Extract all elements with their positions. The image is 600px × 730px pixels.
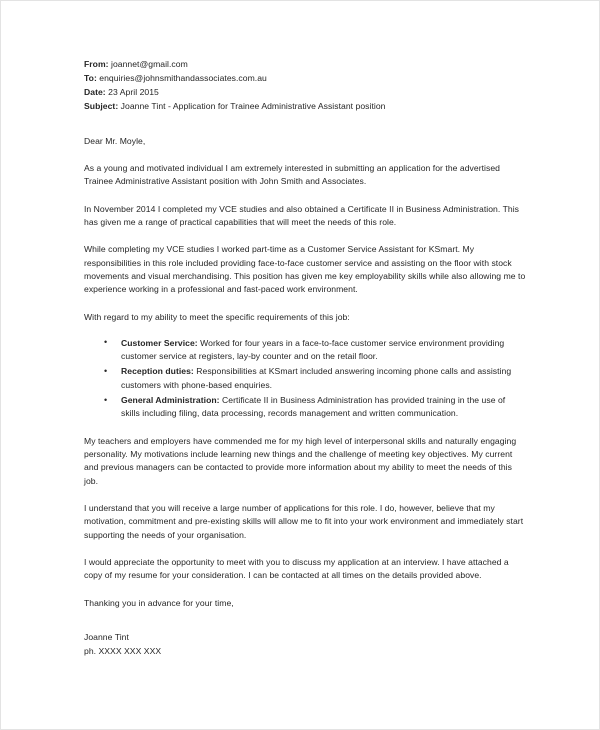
header-field-from — [84, 58, 526, 72]
paragraph-intro: As a young and motivated individual I am extremely interested in submitting an application for the advertised Trainee Administrative Assistant position with John Smith and Associates. — [84, 163, 500, 187]
paragraph-thanks: Thanking you in advance for your time, — [84, 597, 234, 608]
header-label-subject: Subject: — [84, 100, 119, 111]
bullet-icon: • — [104, 394, 108, 405]
requirement-text-general-administration: Certificate II in Business Administration has provided training in the use of skills including filing, data processing, records management and written communication. — [121, 395, 506, 419]
bullet-icon: • — [104, 365, 108, 376]
letter-body — [84, 58, 526, 659]
email-header — [84, 58, 526, 114]
requirement-lead-reception-duties: Reception duties: — [121, 366, 194, 377]
header-value-date: 23 April 2015 — [105, 86, 159, 97]
requirement-text-reception-duties: Responsibilities at KSmart included answering incoming phone calls and assisting customers with phone-based enquiries. — [121, 366, 512, 390]
header-field-subject — [84, 100, 526, 114]
signature-name: Joanne Tint — [84, 631, 129, 642]
list-item — [104, 365, 526, 392]
signature-spacer — [84, 624, 526, 631]
list-item — [104, 394, 526, 421]
header-value-to: enquiries@johnsmithandassociates.com.au — [96, 72, 267, 83]
paragraph-motivation: I understand that you will receive a large number of applications for this role. I do, however, believe that my motivation, commitment and pre-existing skills will allow me to fit into your work environment and immediately start supporting the needs of your organisation. — [84, 502, 524, 540]
paragraph-interview-request: I would appreciate the opportunity to meet with you to discuss my application at an interview. I have attached a copy of my resume for your consideration. I can be contacted at all times on the details provided above. — [84, 556, 509, 581]
signature-block — [84, 631, 526, 659]
bullet-icon: • — [104, 337, 108, 348]
requirement-lead-general-administration: General Administration: — [121, 395, 220, 406]
paragraph-requirements-intro: With regard to my ability to meet the specific requirements of this job: — [84, 311, 350, 322]
header-field-to — [84, 72, 526, 86]
requirement-text-customer-service: Worked for four years in a face-to-face customer service environment providing customer service at registers, lay-by counter and on the retail floor. — [121, 337, 505, 362]
header-label-from: From: — [84, 59, 109, 69]
header-label-to: To: — [84, 72, 97, 83]
list-item — [104, 337, 526, 364]
header-value-from: joannet@gmail.com — [108, 59, 188, 69]
salutation: Dear Mr. Moyle, — [84, 135, 146, 146]
header-field-date — [84, 86, 526, 100]
requirement-lead-customer-service: Customer Service: — [121, 337, 198, 348]
paragraph-experience: While completing my VCE studies I worked part-time as a Customer Service Assistant for KSmart. My responsibilities in this role included providing face-to-face customer service and assisting on the floor with stock movements and visual merchandising. This position has given me key employability skills while also allowing me to experience working in a professional and fast-paced work environment. — [84, 244, 526, 295]
requirements-list — [84, 337, 526, 421]
paragraph-personal-qualities: My teachers and employers have commended me for my high level of interpersonal skills and naturally engaging personality. My motivations include learning new things and the challenge of meeting key objectives. My current and previous managers can be contacted to provide more information about my ability to meet the needs of this job. — [84, 435, 517, 486]
signature-phone: ph. XXXX XXX XXX — [84, 645, 162, 656]
paragraph-education: In November 2014 I completed my VCE studies and also obtained a Certificate II in Business Administration. This has given me a range of practical capabilities that will meet the needs of this role. — [84, 203, 519, 227]
header-label-date: Date: — [84, 86, 106, 97]
header-value-subject: Joanne Tint - Application for Trainee Administrative Assistant position — [118, 100, 386, 111]
